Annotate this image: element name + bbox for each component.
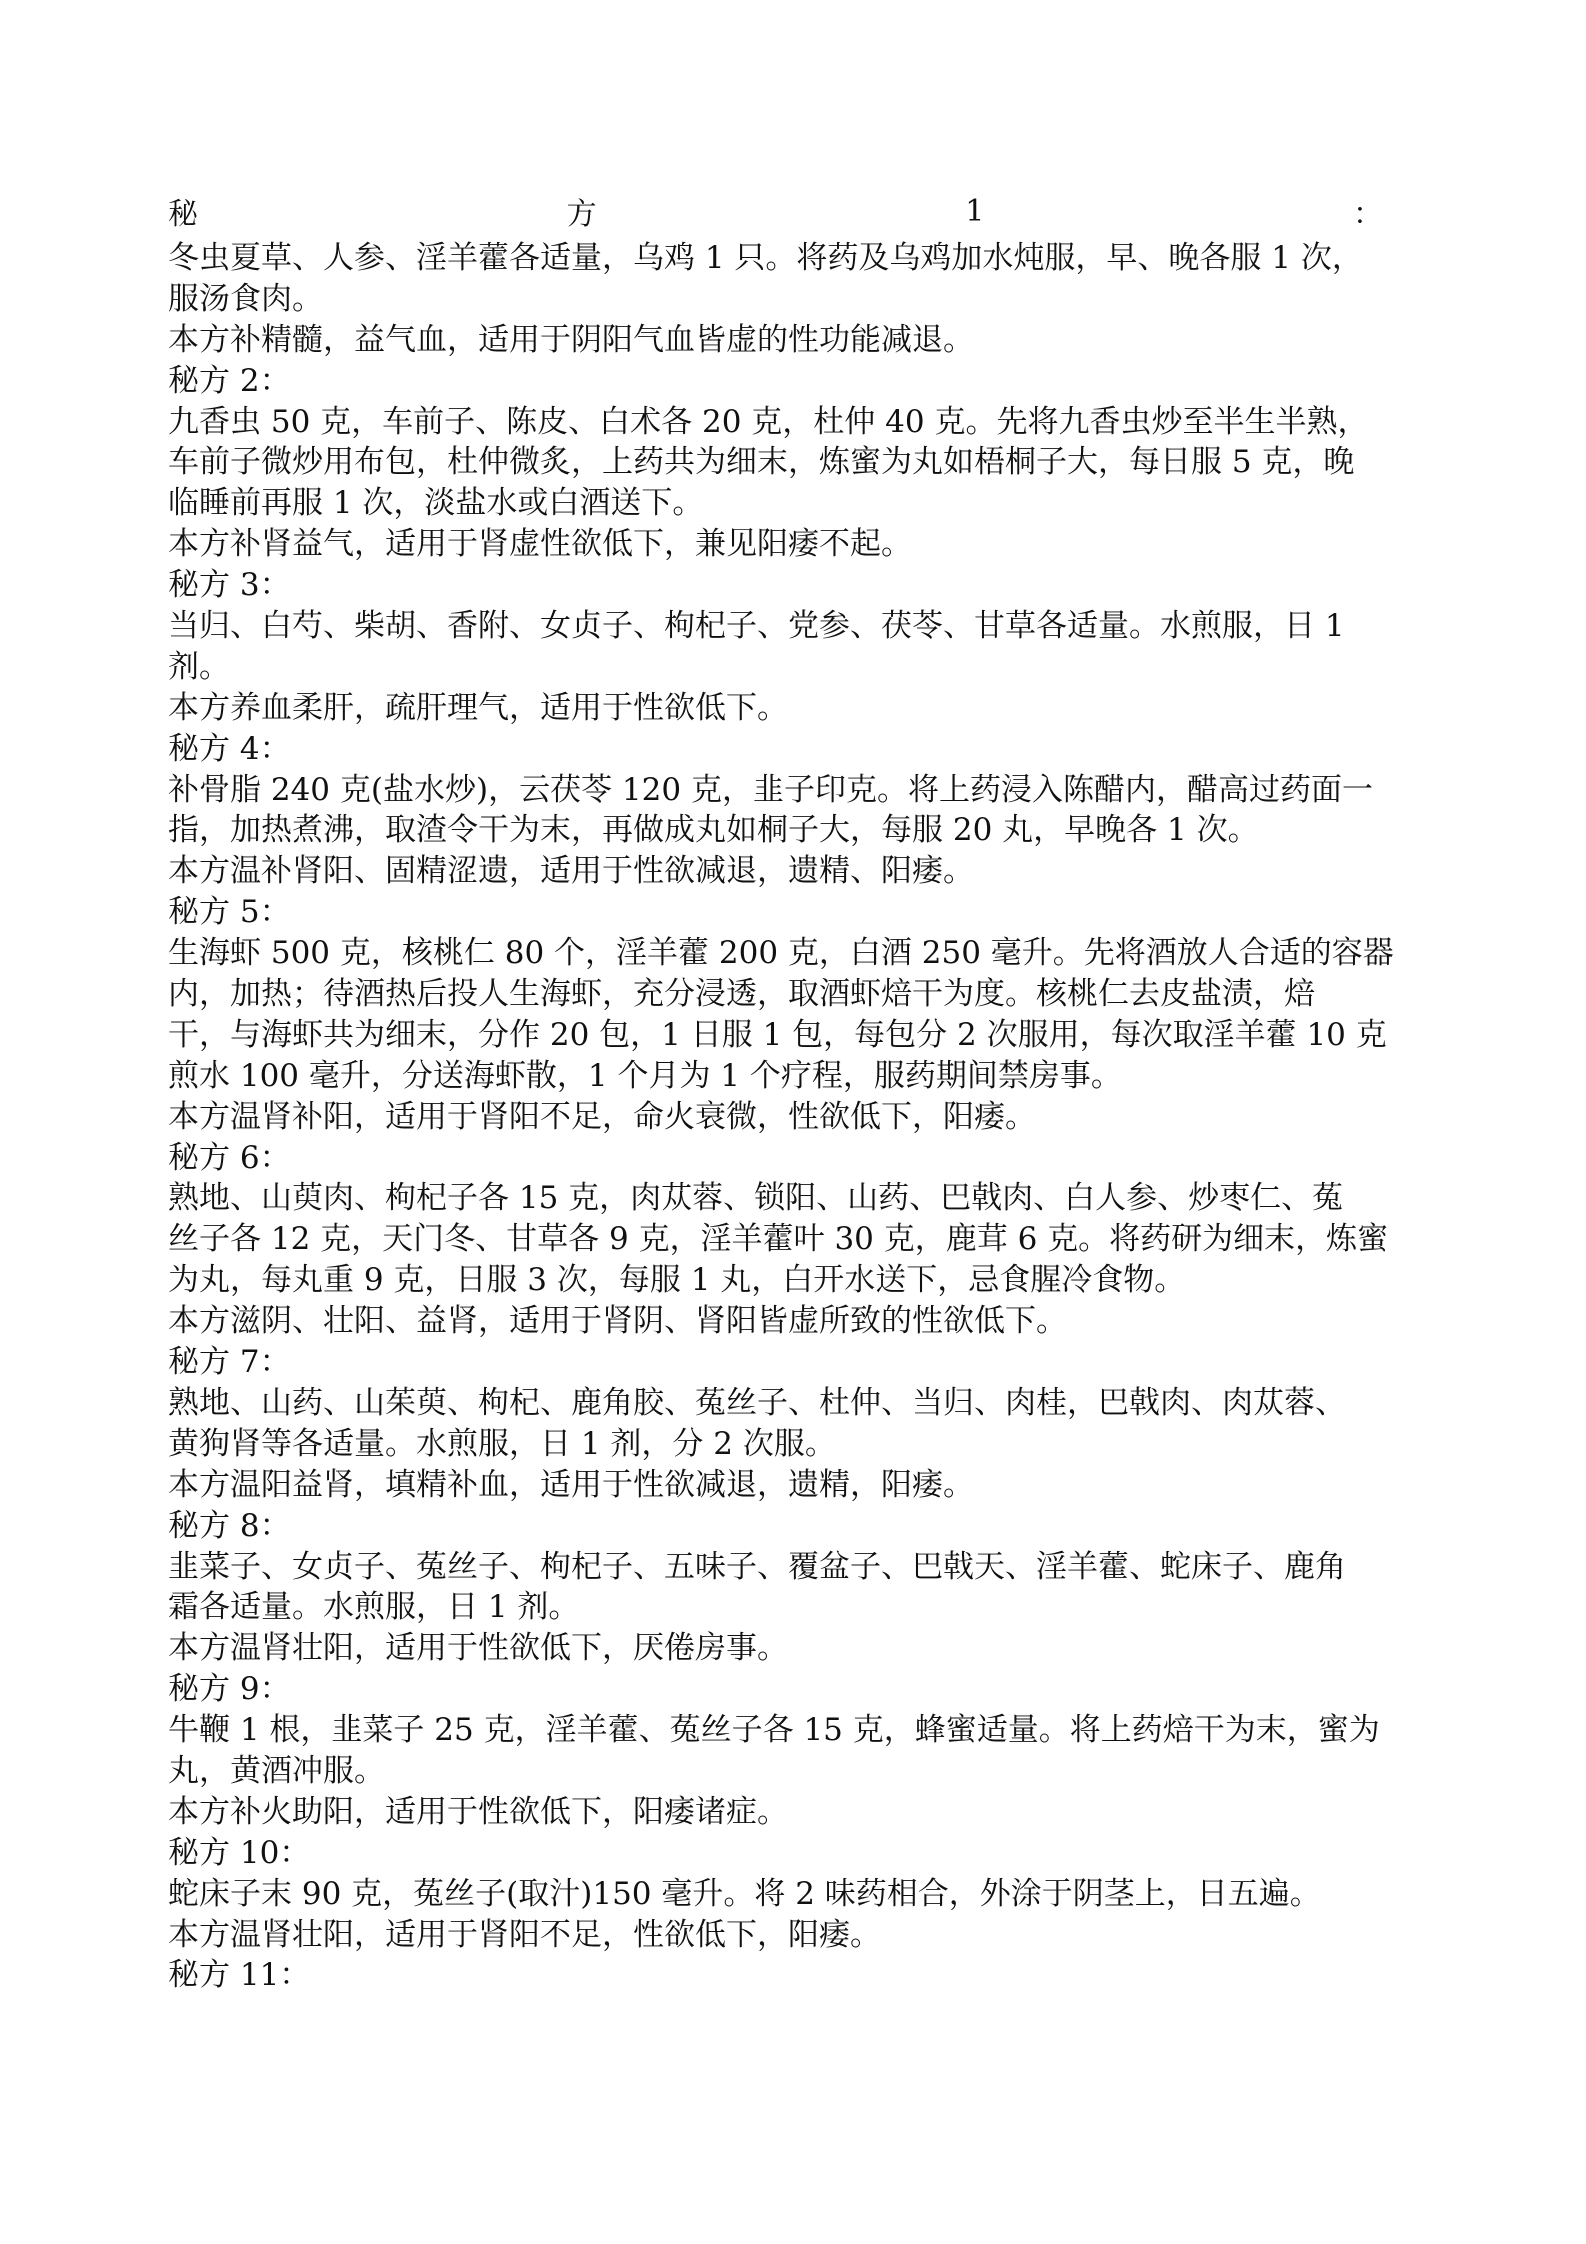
text-line: 临睡前再服 1 次，淡盐水或白酒送下。 [168,485,704,522]
text-line: 秘方 4： [168,730,291,767]
text-line: 为丸，每丸重 9 克，日服 3 次，每服 1 丸，白开水送下，忌食腥冷食物。 [168,1262,1186,1299]
text-line: 秘方 8： [168,1507,291,1544]
text-line: 秘方 2： [168,362,291,399]
text-line: 本方滋阴、壮阳、益肾，适用于肾阴、肾阳皆虚所致的性欲低下。 [168,1303,1067,1340]
text-line: 本方补精髓，益气血，适用于阴阳气血皆虚的性功能减退。 [168,321,974,358]
heading-char: ： [1352,197,1383,232]
text-line: 秘方 3： [168,567,291,604]
text-line: 牛鞭 1 根，韭菜子 25 克，淫羊藿、菟丝子各 15 克，蜂蜜适量。将上药焙干为末，蜜为 [168,1712,1380,1749]
text-line: 本方补肾益气，适用于肾虚性欲低下，兼见阳痿不起。 [168,526,912,563]
text-line: 车前子微炒用布包，杜仲微炙，上药共为细末，炼蜜为丸如梧桐子大，每日服 5 克，晚 [168,444,1355,481]
text-line: 补骨脂 240 克(盐水炒)，云茯苓 120 克，韭子印克。将上药浸入陈醋内，醋高过药面一 [168,771,1373,808]
text-line: 丝子各 12 克，天门冬、甘草各 9 克，淫羊藿叶 30 克，鹿茸 6 克。将药研为细末，炼蜜 [168,1221,1389,1258]
text-line: 本方温肾壮阳，适用于性欲低下，厌倦房事。 [168,1630,788,1667]
text-line: 本方补火助阳，适用于性欲低下，阳痿诸症。 [168,1793,788,1830]
text-line: 生海虾 500 克，核桃仁 80 个，淫羊藿 200 克，白酒 250 毫升。先将酒放人合适的容器 [168,935,1394,972]
heading-char: 1 [965,193,985,229]
text-line: 秘方 11： [168,1957,311,1994]
text-line: 霜各适量。水煎服，日 1 剂。 [168,1589,580,1626]
text-line: 当归、白芍、柴胡、香附、女贞子、枸杞子、党参、茯苓、甘草各适量。水煎服，日 1 [168,608,1345,645]
text-line: 熟地、山萸肉、枸杞子各 15 克，肉苁蓉、锁阳、山药、巴戟肉、白人参、炒枣仁、菟 [168,1180,1344,1217]
text-line: 丸，黄酒冲服。 [168,1752,385,1789]
text-line: 剂。 [168,648,230,685]
heading-char: 方 [566,197,597,232]
text-line: 秘方 10： [168,1834,311,1871]
text-line: 韭菜子、女贞子、菟丝子、枸杞子、五味子、覆盆子、巴戟天、淫羊藿、蛇床子、鹿角 [168,1548,1346,1585]
text-line: 秘方 6： [168,1139,291,1176]
text-line: 熟地、山药、山茱萸、枸杞、鹿角胶、菟丝子、杜仲、当归、肉桂，巴戟肉、肉苁蓉、 [168,1384,1346,1421]
text-line: 煎水 100 毫升，分送海虾散，1 个月为 1 个疗程，服药期间禁房事。 [168,1057,1122,1094]
text-line: 指，加热煮沸，取渣令干为末，再做成丸如桐子大，每服 20 丸，早晚各 1 次。 [168,812,1259,849]
text-line: 服汤食肉。 [168,280,323,317]
text-line: 蛇床子末 90 克，菟丝子(取汁)150 毫升。将 2 味药相合，外涂于阴茎上，日五遍。 [168,1875,1321,1912]
text-line: 黄狗肾等各适量。水煎服，日 1 剂，分 2 次服。 [168,1425,836,1462]
text-line: 本方温补肾阳、固精涩遗，适用于性欲减退，遗精、阳痿。 [168,853,974,890]
text-line: 冬虫夏草、人参、淫羊藿各适量，乌鸡 1 只。将药及乌鸡加水炖服，早、晚各服 1 次， [168,240,1363,276]
text-line: 秘方 5： [168,894,291,931]
text-line: 本方温阳益肾，填精补血，适用于性欲减退，遗精，阳痿。 [168,1466,974,1503]
text-line: 本方养血柔肝，疏肝理气，适用于性欲低下。 [168,689,788,726]
text-line: 本方温肾补阳，适用于肾阳不足，命火衰微，性欲低下，阳痿。 [168,1098,1036,1135]
recipe-1-heading [168,190,1383,232]
text-line: 秘方 9： [168,1671,291,1708]
text-line: 本方温肾壮阳，适用于肾阳不足，性欲低下，阳痿。 [168,1916,881,1953]
text-line: 干，与海虾共为细末，分作 20 包，1 日服 1 包，每包分 2 次服用，每次取淫羊藿 10 克 [168,1016,1387,1053]
text-line: 九香虫 50 克，车前子、陈皮、白术各 20 克，杜仲 40 克。先将九香虫炒至半生半熟， [168,403,1369,440]
document-body [168,238,1398,1996]
text-line: 内，加热；待酒热后投人生海虾，充分浸透，取酒虾焙干为度。核桃仁去皮盐渍，焙 [168,976,1315,1013]
text-line: 秘方 7： [168,1344,291,1381]
heading-char: 秘 [168,197,198,232]
